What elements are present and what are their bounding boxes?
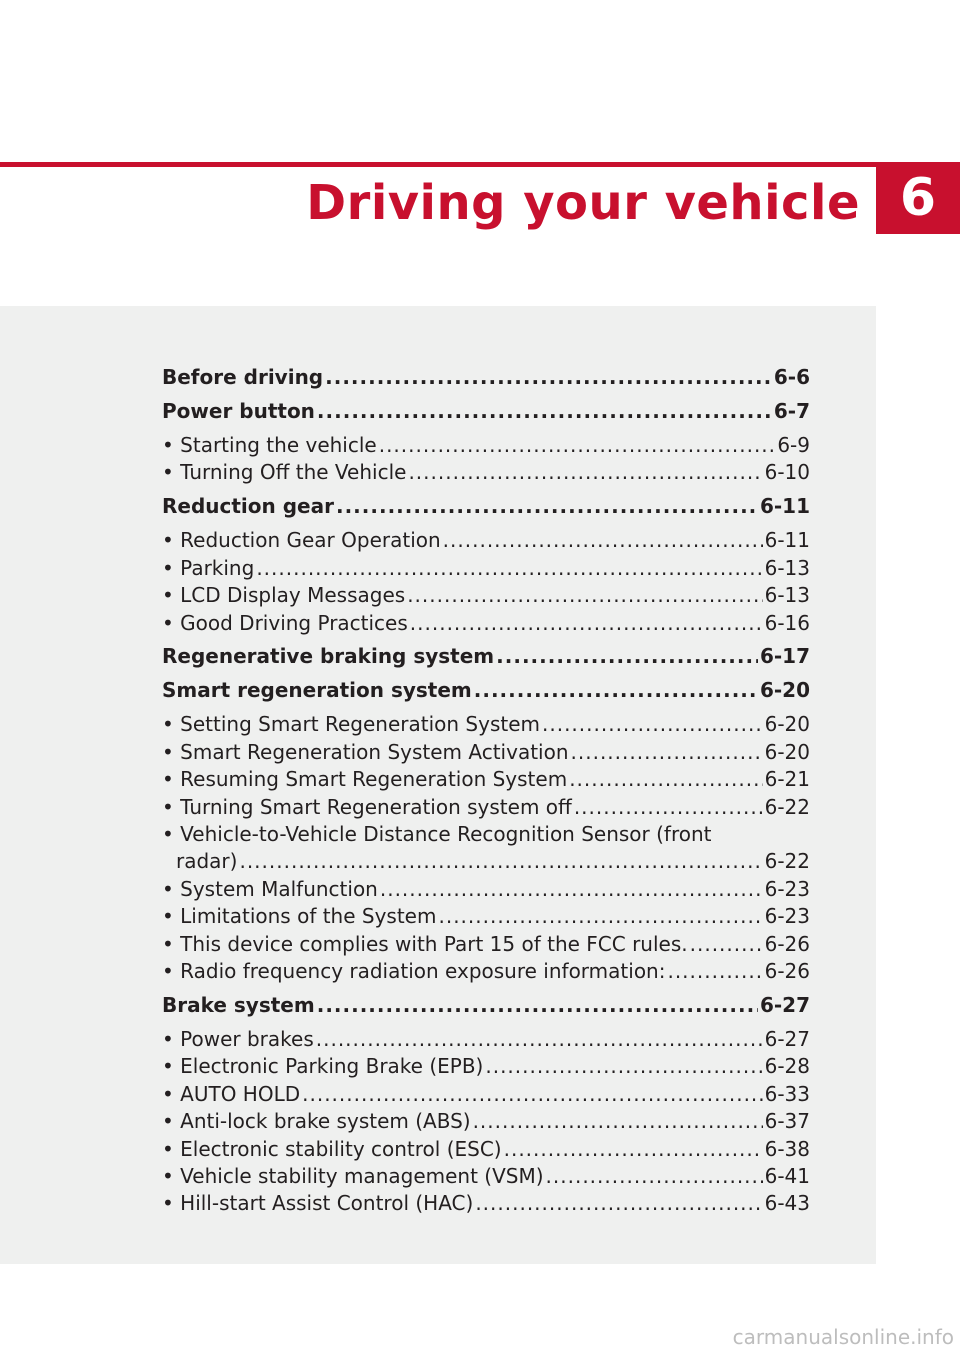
toc-item-row[interactable] [162, 1053, 810, 1080]
toc-page-number: 6-28 [764, 1054, 810, 1079]
toc-page-number: 6-22 [764, 794, 810, 819]
dot-leader [574, 794, 763, 821]
toc-item-row[interactable] [162, 1136, 810, 1163]
toc-item-row[interactable] [162, 931, 810, 958]
dot-leader [496, 643, 758, 670]
toc-item-row[interactable] [162, 794, 810, 821]
toc-entry-label: • Electronic stability control (ESC) [162, 1136, 502, 1161]
toc-entry-label: Power button [162, 398, 315, 423]
toc-item-row[interactable] [162, 958, 810, 985]
dot-leader [473, 1108, 763, 1135]
toc-entry-label: • Anti-lock brake system (ABS) [162, 1109, 471, 1134]
toc-item-row[interactable] [162, 903, 810, 930]
toc-page-number: 6-21 [764, 767, 810, 792]
toc-page-number: 6-41 [764, 1163, 810, 1188]
toc-item-row[interactable] [162, 1108, 810, 1135]
toc-entry-label: • Radio frequency radiation exposure information: [162, 958, 666, 983]
toc-page-number: 6-7 [773, 398, 810, 423]
toc-page-number: 6-23 [764, 904, 810, 929]
dot-leader [443, 527, 763, 554]
chapter-number-badge: 6 [876, 162, 960, 234]
toc-page-number: 6-43 [764, 1191, 810, 1216]
toc-page-number: 6-9 [777, 432, 810, 457]
toc-item-row[interactable] [162, 1081, 810, 1108]
toc-entry-label: • System Malfunction [162, 876, 378, 901]
dot-leader [408, 459, 762, 486]
toc-item-row[interactable] [162, 876, 810, 903]
toc-page-number: 6-38 [764, 1136, 810, 1161]
toc-item-row[interactable] [162, 459, 810, 486]
toc-page-number: 6-17 [759, 644, 810, 669]
toc-item-row[interactable] [162, 610, 810, 637]
toc-entry-label: • Limitations of the System [162, 904, 437, 929]
toc-entry-label: • Electronic Parking Brake (EPB) [162, 1054, 484, 1079]
toc-entry-label-line1[interactable]: • Vehicle-to-Vehicle Distance Recognition Sensor (front [162, 822, 712, 847]
dot-leader [316, 1026, 763, 1053]
dot-leader [438, 903, 762, 930]
toc-entry-label: radar) [176, 849, 238, 874]
dot-leader [256, 555, 762, 582]
toc-item-row[interactable] [162, 555, 810, 582]
toc-item-row[interactable] [162, 582, 810, 609]
toc-section-row[interactable] [162, 364, 810, 391]
toc-entry-label: Before driving [162, 365, 324, 389]
toc-entry-label: • Hill-start Assist Control (HAC) [162, 1191, 474, 1216]
dot-leader [239, 848, 762, 875]
watermark: carmanualsonline.info [732, 1325, 954, 1349]
toc-entry-label: • Vehicle stability management (VSM) [162, 1163, 544, 1188]
toc-entry-label: • Turning Smart Regeneration system off [162, 794, 572, 819]
toc-entry-label: • Power brakes [162, 1026, 314, 1051]
toc-page-number: 6-13 [764, 555, 810, 580]
toc-page-number: 6-27 [764, 1026, 810, 1051]
toc-page-number: 6-37 [764, 1109, 810, 1134]
toc-page-number: 6-11 [764, 528, 810, 553]
chapter-title: Driving your vehicle [306, 175, 860, 231]
toc-section-row[interactable] [162, 992, 810, 1019]
toc-item-row[interactable] [162, 1163, 810, 1190]
toc-entry-label: Regenerative braking system [162, 644, 495, 669]
dot-leader [569, 766, 762, 793]
toc-entry-label: • Starting the vehicle [162, 432, 377, 457]
toc-item-row[interactable] [162, 527, 810, 554]
toc-entry-label: • Setting Smart Regeneration System [162, 712, 540, 737]
toc-page-number: 6-16 [764, 610, 810, 635]
dot-leader [475, 1190, 762, 1217]
toc-page-number: 6-20 [759, 678, 810, 703]
dot-leader [380, 876, 763, 903]
dot-leader [546, 1163, 763, 1190]
toc-page-number: 6-26 [764, 958, 810, 983]
toc-item-row[interactable] [162, 1026, 810, 1053]
dot-leader [410, 610, 763, 637]
toc-item-row[interactable] [162, 711, 810, 738]
toc-entry-label: • LCD Display Messages [162, 583, 406, 608]
toc-entry-label: • Turning Off the Vehicle [162, 460, 407, 485]
toc-section-row[interactable] [162, 493, 810, 520]
toc-page-number: 6-20 [764, 739, 810, 764]
dot-leader [667, 958, 762, 985]
toc-page-number: 6-23 [764, 876, 810, 901]
table-of-contents [162, 364, 810, 1218]
toc-page-number: 6-26 [764, 931, 810, 956]
toc-entry-label: Brake system [162, 992, 315, 1017]
toc-item-row[interactable] [162, 432, 810, 459]
dot-leader [571, 739, 763, 766]
toc-section-row[interactable] [162, 643, 810, 670]
toc-entry-label: • Smart Regeneration System Activation [162, 739, 569, 764]
toc-entry-label: • Good Driving Practices [162, 610, 408, 635]
toc-item-row[interactable] [162, 739, 810, 766]
toc-entry-label: • Parking [162, 555, 255, 580]
toc-item-row[interactable] [162, 1190, 810, 1217]
dot-leader [317, 992, 758, 1019]
toc-page-number: 6-13 [764, 583, 810, 608]
dot-leader [336, 493, 758, 520]
toc-item-row[interactable] [162, 848, 810, 875]
toc-entry-label: Smart regeneration system [162, 678, 472, 703]
toc-page-number: 6-11 [759, 494, 810, 519]
dot-leader [690, 931, 763, 958]
dot-leader [504, 1136, 763, 1163]
toc-entry-label: Reduction gear [162, 494, 334, 519]
chapter-header-rule [0, 162, 960, 167]
dot-leader [485, 1053, 762, 1080]
toc-page-number: 6-27 [759, 992, 810, 1017]
toc-page-number: 6-6 [773, 365, 810, 389]
dot-leader [302, 1081, 762, 1108]
toc-section-row[interactable] [162, 677, 810, 704]
dot-leader [317, 398, 772, 425]
dot-leader [379, 432, 776, 459]
dot-leader [474, 677, 758, 704]
toc-page-number: 6-20 [764, 712, 810, 737]
toc-item-row[interactable] [162, 766, 810, 793]
dot-leader [542, 711, 763, 738]
toc-entry-label: • Reduction Gear Operation [162, 528, 441, 553]
toc-page-number: 6-33 [764, 1081, 810, 1106]
toc-entry-label: • AUTO HOLD [162, 1081, 301, 1106]
toc-page-number: 6-10 [764, 460, 810, 485]
toc-entry-label: • This device complies with Part 15 of the FCC rules. [162, 931, 688, 956]
toc-entry-label: • Resuming Smart Regeneration System [162, 767, 568, 792]
dot-leader [407, 582, 762, 609]
toc-page-number: 6-22 [764, 849, 810, 874]
toc-section-row[interactable] [162, 398, 810, 425]
dot-leader [325, 364, 772, 391]
